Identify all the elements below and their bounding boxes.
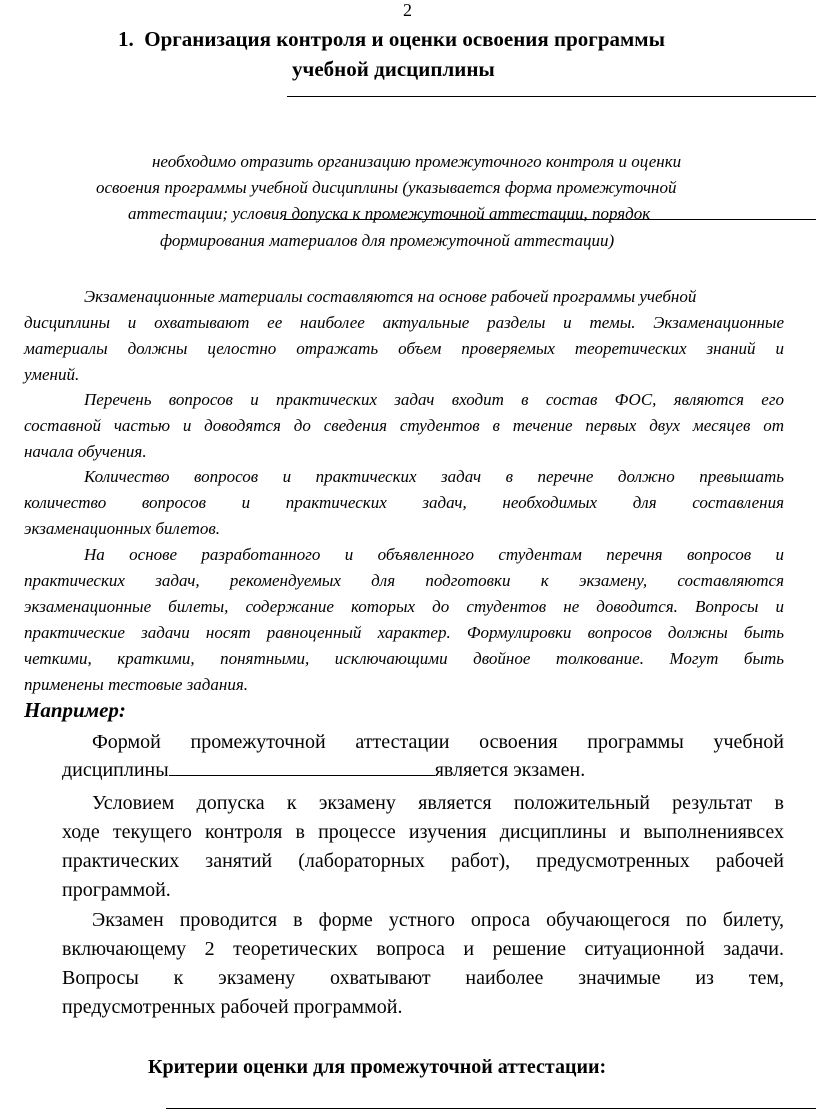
- para1-line4: умений.: [24, 365, 80, 384]
- para4-line3: экзаменационные билеты, содержание которых до студентов не доводится. Вопросы и: [24, 597, 784, 616]
- example-p1-line1: Формой промежуточной аттестации освоения программы учебной: [92, 731, 784, 753]
- instruction-line2: освоения программы учебной дисциплины (указывается форма промежуточной: [96, 178, 677, 197]
- example-p2-line2: ходе текущего контроля в процессе изучения дисциплины и выполнениявсех: [62, 821, 784, 843]
- example-p3-line1: Экзамен проводится в форме устного опроса обучающегося по билету,: [92, 909, 784, 931]
- instruction-line3: аттестации; условия допуска к промежуточной аттестации, порядок: [128, 204, 651, 223]
- criteria-underline: [166, 1108, 816, 1109]
- para4-line6: применены тестовые задания.: [24, 675, 248, 694]
- para2-line1: Перечень вопросов и практических задач входит в состав ФОС, являются его: [84, 390, 784, 409]
- example-p2-line1: Условием допуска к экзамену является положительный результат в: [92, 792, 784, 814]
- instruction-line4: формирования материалов для промежуточной аттестации): [160, 231, 615, 250]
- section-title-line1: Организация контроля и оценки освоения программы: [144, 27, 666, 51]
- section-number: 1.: [118, 27, 134, 51]
- example-p1-line2-before: дисциплины: [62, 759, 169, 781]
- example-p3-line2: включающему 2 теоретических вопроса и решение ситуационной задачи.: [62, 938, 784, 960]
- para3-line3: экзаменационных билетов.: [24, 519, 220, 538]
- example-p3-line3: Вопросы к экзамену охватывают наиболее значимые из тем,: [62, 967, 784, 989]
- heading-underline: [287, 96, 816, 97]
- example-p1-line2-after: является экзамен.: [434, 759, 586, 781]
- instruction-underline: [283, 219, 816, 220]
- para4-line1: На основе разработанного и объявленного студентам перечня вопросов и: [84, 545, 784, 564]
- criteria-title: Критерии оценки для промежуточной аттестации:: [148, 1056, 607, 1078]
- para4-line4: практические задачи носят равноценный характер. Формулировки вопросов должны быть: [24, 623, 784, 642]
- para1-line3: материалы должны целостно отражать объем проверяемых теоретических знаний и: [24, 339, 784, 358]
- example-p2-line4: программой.: [62, 879, 171, 901]
- para1-line1: Экзаменационные материалы составляются на основе рабочей программы учебной: [84, 287, 697, 306]
- para4-line5: четкими, краткими, понятными, исключающими двойное толкование. Могут быть: [24, 649, 784, 668]
- example-p2-line3: практических занятий (лабораторных работ), предусмотренных рабочей: [62, 850, 784, 872]
- para3-line1: Количество вопросов и практических задач в перечне должно превышать: [84, 467, 784, 486]
- section-heading-line1: [118, 24, 665, 54]
- discipline-blank-line: [169, 756, 435, 776]
- example-p1-line2: [62, 756, 585, 785]
- instruction-line1: необходимо отразить организацию промежуточного контроля и оценки: [152, 152, 682, 171]
- para2-line3: начала обучения.: [24, 442, 147, 461]
- para1-line2: дисциплины и охватывают ее наиболее актуальные разделы и темы. Экзаменационные: [24, 313, 784, 332]
- example-label: Например:: [24, 698, 126, 722]
- para2-line2: составной частью и доводятся до сведения студентов в течение первых двух месяцев от: [24, 416, 784, 435]
- para4-line2: практических задач, рекомендуемых для подготовки к экзамену, составляются: [24, 571, 784, 590]
- para3-line2: количество вопросов и практических задач, необходимых для составления: [24, 493, 784, 512]
- example-p3-line4: предусмотренных рабочей программой.: [62, 996, 403, 1018]
- page-number: 2: [403, 0, 412, 20]
- section-title-line2: учебной дисциплины: [292, 57, 495, 81]
